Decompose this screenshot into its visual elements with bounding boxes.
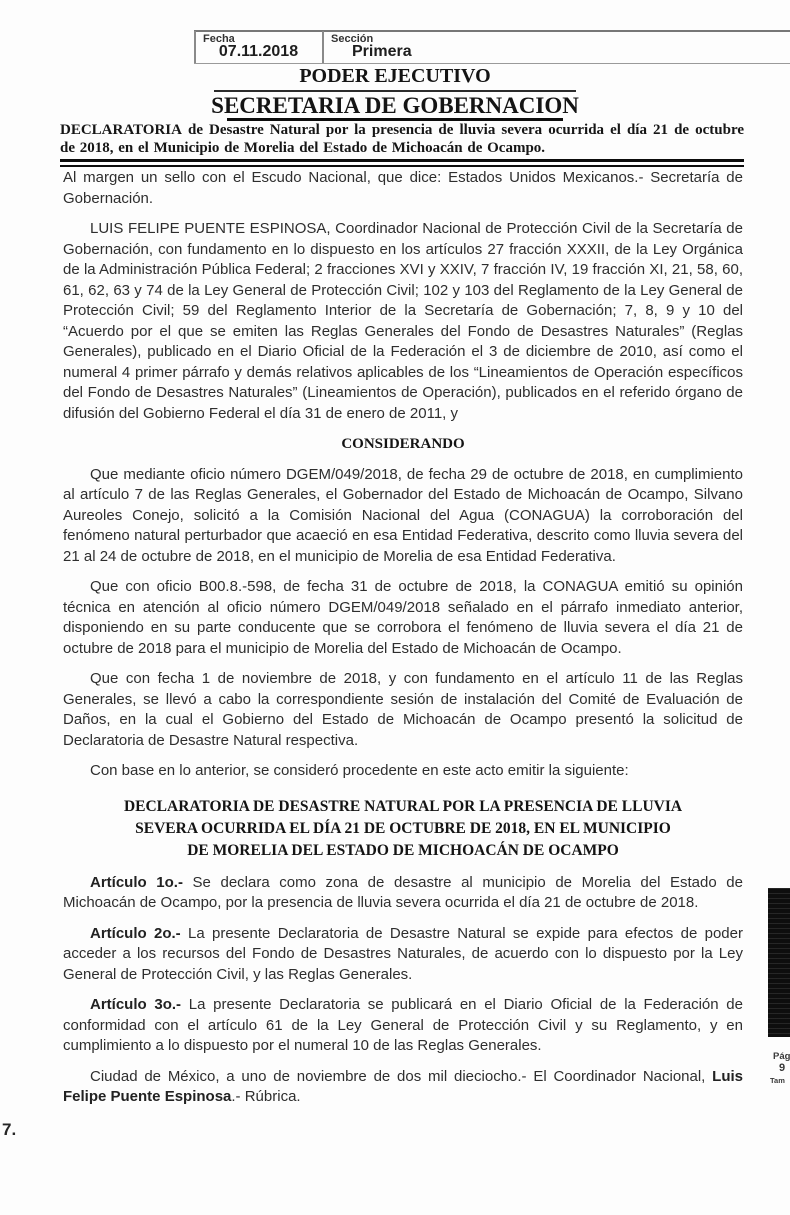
paragraph-text: Que con fecha 1 de noviembre de 2018, y con fundamento en el artículo 11 de las Reglas Generales, se llevó a cabo la correspondiente sesión de instalación del Comité de Evaluación de Daños, en la cual el Gobierno del Estado de Michoacán de Ocampo presentó la solicitud de Declaratoria de Desastre Natural respectiva. bbox=[63, 670, 743, 749]
considerando-heading: CONSIDERANDO bbox=[341, 436, 465, 452]
secretaria-title: SECRETARIA DE GOBERNACION bbox=[211, 93, 579, 118]
header-table-divider bbox=[322, 31, 324, 63]
decree-summary bbox=[60, 122, 744, 157]
thumbnail-caption-line: Tam bbox=[770, 1075, 785, 1085]
decree-summary-text: de Desastre Natural por la presencia de lluvia severa ocurrida el día 21 de octubre de 2018, en el Municipio de Morelia del Estado de Michoacán de Ocampo. bbox=[60, 122, 744, 156]
seccion-label: Sección bbox=[331, 33, 374, 45]
declaratoria-heading-line: SEVERA OCURRIDA EL DÍA 21 DE OCTUBRE DE 2018, EN EL MUNICIPIO bbox=[135, 819, 671, 837]
thumbnail-caption-line: Pág bbox=[773, 1051, 790, 1062]
paragraph-fundamento bbox=[63, 219, 743, 424]
document-body bbox=[63, 168, 743, 1118]
paragraph-text: Al margen un sello con el Escudo Nacional, que dice: Estados Unidos Mexicanos.- Secretaría de Gobernación. bbox=[63, 169, 743, 207]
paragraph-text: Que mediante oficio número DGEM/049/2018, de fecha 29 de octubre de 2018, en cumplimiento al artículo 7 de las Reglas Generales, el Gobernador del Estado de Michoacán de Ocampo, Silvano Aureoles Conejo, solicitó a la Comisión Nacional del Agua (CONAGUA) la corroboración del fenómeno natural perturbador que acaeció en esa Entidad Federativa, descrito como lluvia severa del 21 al 24 de octubre de 2018, en el municipio de Morelia de esa Entidad Federativa. bbox=[63, 465, 743, 565]
paragraph-text: Se declara como zona de desastre al municipio de Morelia del Estado de Michoacán de Ocampo, por la presencia de lluvia severa ocurrida el día 21 de octubre de 2018. bbox=[63, 873, 743, 911]
fecha-value: 07.11.2018 bbox=[218, 43, 299, 60]
paragraph-text: La presente Declaratoria de Desastre Natural se expide para efectos de poder acceder a los recursos del Fondo de Desastres Naturales, de acuerdo con lo dispuesto por la Ley General de Protección Civil, y las Reglas Generales. bbox=[63, 924, 743, 983]
decree-summary-lead: DECLARATORIA bbox=[60, 122, 182, 138]
paragraph-text: Ciudad de México, a uno de noviembre de dos mil dieciocho.- El Coordinador Nacional, bbox=[90, 1067, 713, 1085]
seccion-value: Primera bbox=[352, 43, 412, 60]
paragraph-con-base bbox=[63, 761, 743, 782]
signatory-name: Luis Felipe Puente Espinosa bbox=[63, 1067, 743, 1105]
paragraph-considerando-2 bbox=[63, 577, 743, 659]
fecha-label: Fecha bbox=[203, 33, 235, 45]
paragraph-articulo-3 bbox=[63, 995, 743, 1057]
header-table-bottom-rule bbox=[194, 63, 790, 64]
title-underline-bar bbox=[227, 118, 563, 121]
adjacent-page-thumbnail bbox=[768, 888, 790, 1037]
thumbnail-caption bbox=[770, 1051, 790, 1085]
declaratoria-heading-line: DECLARATORIA DE DESASTRE NATURAL POR LA PRESENCIA DE LLUVIA bbox=[123, 797, 683, 815]
paragraph-text: .- Rúbrica. bbox=[231, 1088, 301, 1105]
page-number-fragment: 7. bbox=[2, 1120, 17, 1139]
paragraph-articulo-2 bbox=[63, 924, 743, 986]
thumbnail-caption-line: 9 bbox=[779, 1062, 786, 1075]
paragraph-al-margen bbox=[63, 168, 743, 209]
paragraph-considerando-1 bbox=[63, 465, 743, 568]
articulo-3-label: Artículo 3o.- bbox=[90, 996, 182, 1013]
paragraph-firma bbox=[63, 1067, 743, 1108]
double-rule bbox=[60, 159, 744, 167]
paragraph-text: Que con oficio B00.8.-598, de fecha 31 de octubre de 2018, la CONAGUA emitió su opinión técnica en atención al oficio número DGEM/049/2018 señalado en el párrafo inmediato anterior, disponiendo en su parte conducente que se corrobora el fenómeno de lluvia severa el día 21 de octubre de 2018 para el municipio de Morelia del Estado de Michoacán de Ocampo. bbox=[63, 578, 743, 657]
paragraph-text: La presente Declaratoria se publicará en el Diario Oficial de la Federación de conformidad con el artículo 61 de la Ley General de Protección Civil y su Reglamento, y en cumplimiento a lo dispuesto por el numeral 10 de las Reglas Generales. bbox=[63, 996, 743, 1054]
title-divider-rule bbox=[214, 90, 576, 92]
declaratoria-heading bbox=[63, 796, 743, 862]
paragraph-text: LUIS FELIPE PUENTE ESPINOSA, Coordinador Nacional de Protección Civil de la Secretaría de Gobernación, con fundamento en lo dispuesto en los artículos 27 fracción XXXII, de la Ley Orgánica de la Administración Pública Federal; 2 fracciones XVI y XXIV, 7 fracción IV, 19 fracción XI, 21, 58, 60, 61, 62, 63 y 74 de la Ley General de Protección Civil; 102 y 103 del Reglamento de la Ley General de Protección Civil; 59 del Reglamento Interior de la Secretaría de Gobernación; 7, 8, 9 y 10 del “Acuerdo por el que se emiten las Reglas Generales del Fondo de Desastres Naturales” (Reglas Generales), publicado en el Diario Oficial de la Federación el 3 de diciembre de 2010, así como el numeral 4 primer párrafo y demás relativos aplicables de los “Lineamientos de Operación específicos del Fondo de Desastres Naturales” (Lineamientos de Operación), publicados en el referido órgano de difusión del Gobierno Federal el día 31 de enero de 2011, y bbox=[63, 220, 743, 422]
paragraph-articulo-1 bbox=[63, 873, 743, 914]
header-table-top-rule bbox=[194, 30, 790, 32]
poder-ejecutivo-title: PODER EJECUTIVO bbox=[299, 65, 491, 87]
articulo-1-label: Artículo 1o.- bbox=[90, 873, 183, 891]
articulo-2-label: Artículo 2o.- bbox=[90, 924, 181, 942]
declaratoria-heading-line: DE MORELIA DEL ESTADO DE MICHOACÁN DE OCAMPO bbox=[187, 841, 619, 859]
paragraph-text: Con base en lo anterior, se consideró procedente en este acto emitir la siguiente: bbox=[90, 762, 629, 779]
paragraph-considerando-3 bbox=[63, 669, 743, 751]
